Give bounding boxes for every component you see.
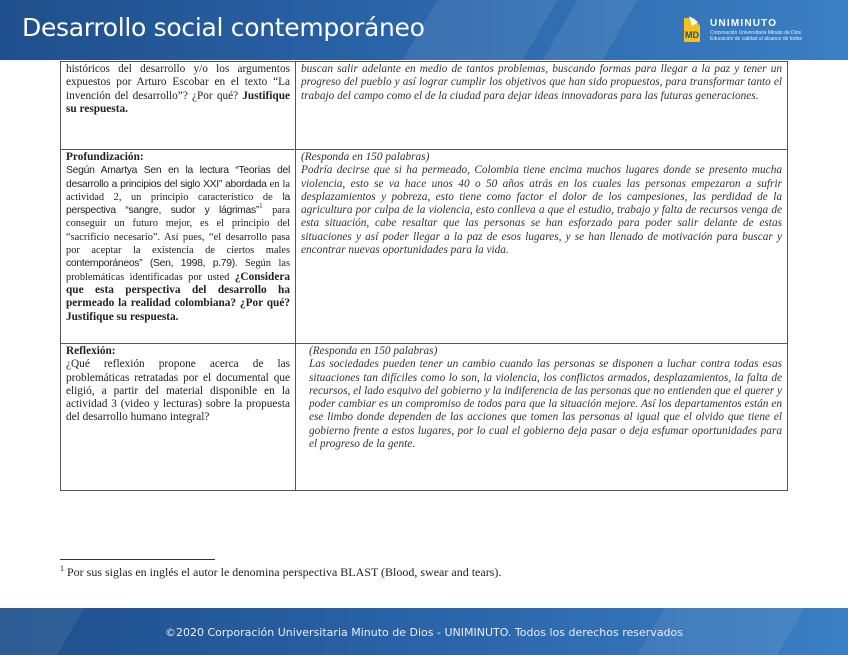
- footnote-reference: 1: [259, 202, 263, 211]
- question-text: ¿Qué reflexión propone acerca de las problemáticas retratadas por el documental que eligió, a partir del material disponible en la actividad 3 (video y lecturas) sobre la propuesta del desarrollo humano integral?: [66, 358, 290, 424]
- answer-text: buscan salir adelante en medio de tantos problemas, buscando formas para llegar a la paz y tener un progreso del pueblo y así lograr cumplir los objetivos que han sido propuestos, para transformar tanto el trabajo del campo como el de la ciudad para dejar ideas innovadoras para las futuras generaciones.: [301, 63, 782, 102]
- svg-text:MD: MD: [685, 30, 699, 40]
- banner-decoration: [537, 0, 643, 60]
- table-row: [61, 150, 788, 344]
- footnote-marker: 1: [60, 564, 64, 573]
- table-row: [61, 344, 788, 491]
- question-text: la perspectiva “sangre, sudor y lágrimas”: [66, 191, 290, 217]
- question-bold-text: ¿Considera que esta perspectiva del desarrollo ha permeado la realidad colombiana? ¿Por qué? Justifique su respuesta.: [66, 270, 290, 323]
- question-text: contemporáneos” (Sen, 1998, p.79).: [66, 258, 238, 270]
- activity-table: [60, 61, 788, 491]
- question-cell: [61, 62, 296, 150]
- question-text: para conseguir un futuro mejor, es el principio del “sacrificio necesario”. Así pues, “el desarrollo: [66, 205, 290, 243]
- page-title: Desarrollo social contemporáneo: [22, 13, 425, 42]
- section-heading: Reflexión:: [66, 345, 116, 357]
- copyright-text: ©2020 Corporación Universitaria Minuto de Dios - UNIMINUTO. Todos los derechos reservados: [165, 626, 683, 639]
- question-text: históricos del desarrollo y/o los argumentos expuestos por Arturo Escobar en el texto “La invención del desarrollo”? ¿Por qué?: [66, 63, 290, 102]
- section-heading: Profundización:: [66, 151, 144, 163]
- question-text: Según Amartya Sen en la lectura “Teorías del desarrollo a principios del siglo XXI” abordada: [66, 165, 290, 190]
- instruction-text: (Responda en 150 palabras): [309, 345, 438, 357]
- answer-cell: [296, 62, 788, 150]
- logo-name: UNIMINUTO: [710, 18, 778, 29]
- instruction-text: (Responda en 150 palabras): [301, 151, 430, 163]
- table-row: [61, 62, 788, 150]
- answer-text: Las sociedades pueden tener un cambio cuando las personas se disponen a luchar contra todas esas situaciones tan difíciles como lo son, la violencia, los conflictos armados, desplazamientos, la falta de recursos, el lado esquivo del gobierno y la indiferencia de las personas que no entienden que el querer y poder cambiar es un compromiso de todos para que la situación mejore. Así los departamentos están en ese limbo donde dependen de las acciones que tomen las personas al igual que el olvido que tiene el gobierno frente a estos lugares, por lo cual el gobierno deja pasar o deja esfumar oportunidades para el progreso de la gente.: [309, 358, 782, 451]
- footnote-separator: [60, 559, 215, 560]
- uniminuto-logo: [680, 12, 840, 48]
- header-banner: [0, 0, 848, 60]
- answer-cell: [296, 150, 788, 344]
- question-cell: [61, 150, 296, 344]
- logo-subtitle: Corporación Universitaria Minuto de Dios: [710, 30, 802, 36]
- answer-cell: [296, 344, 788, 491]
- question-bold-text: Justifique su respuesta.: [66, 89, 290, 115]
- question-text: Según las problemáticas identificadas por usted: [66, 258, 291, 283]
- question-text: pasa por aceptar la existencia de ciertos males: [66, 231, 291, 257]
- logo-tagline: Educación de calidad al alcance de todos: [710, 36, 803, 42]
- logo-mark-icon: [680, 16, 704, 44]
- question-cell: [61, 344, 296, 491]
- footnote-text: Por sus siglas en inglés el autor le denomina perspectiva BLAST (Blood, swear and tears).: [64, 565, 502, 579]
- question-text: en la actividad 2, un principio característico de: [66, 178, 290, 203]
- footer-banner: [0, 608, 848, 655]
- footnote: [60, 565, 501, 580]
- answer-text: Podría decirse que si ha permeado, Colombia tiene encima muchos lugares donde se presento mucha violencia, esto se va hace unos 40 o 50 años atrás en los cuales las personas empezaron a sufrir desplazamientos y pobreza, esto tiene como factor el dolor de los campesiones, las perdidad de la agricultura por culpa de la violencia, esto conlleva a que el estudio, trabajo y falta de recursos venga de esta situación, cabe resaltar que las personas se han esforzado para poder salir delante de estas situaciones y así poder llegar a la paz de esos lugares, y se han llenado de motivación para buscar y encontrar nuevas oportunidades para la vida.: [301, 164, 782, 257]
